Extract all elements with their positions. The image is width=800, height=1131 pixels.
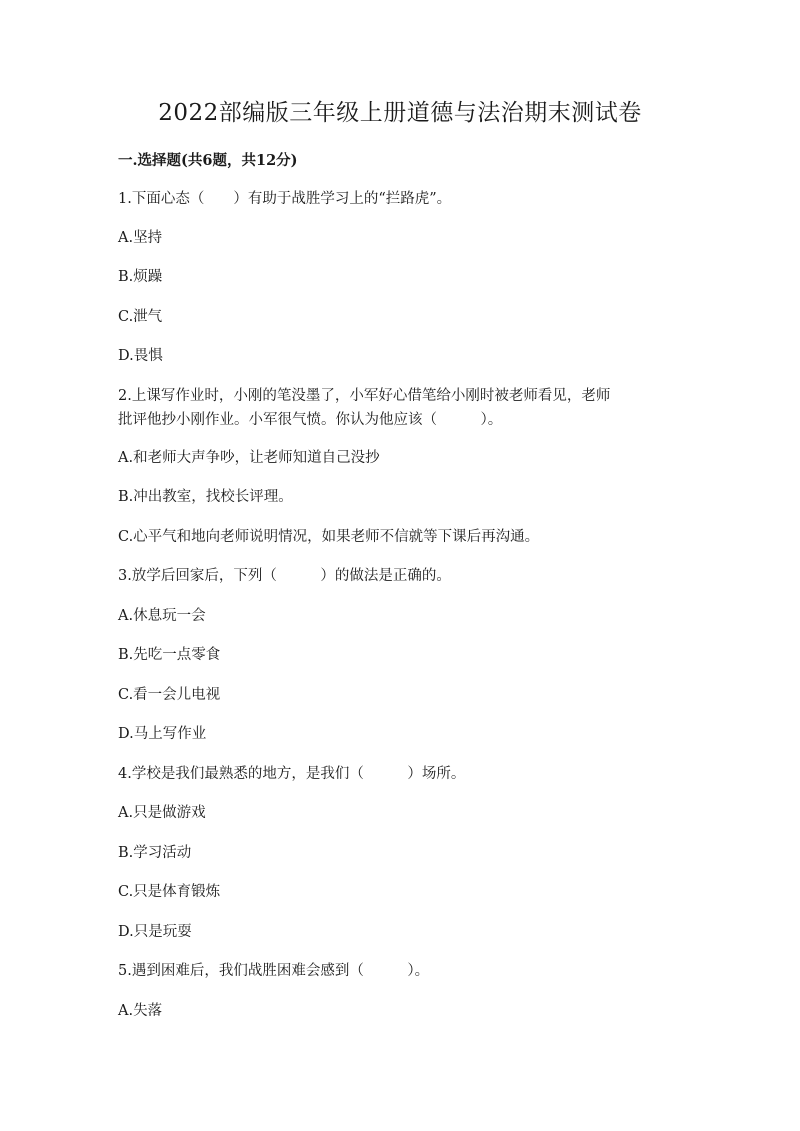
question-1-option-b: B.烦躁: [118, 269, 163, 285]
question-2-stem-line-1: 2.上课写作业时，小刚的笔没墨了，小军好心借笔给小刚时被老师看见，老师: [118, 388, 611, 404]
question-2-option-b: B.冲出教室，找校长评理。: [118, 489, 293, 505]
question-4-option-c: C.只是体育锻炼: [118, 884, 221, 900]
question-1-stem: 1.下面心态（ ）有助于战胜学习上的“拦路虎”。: [118, 191, 452, 207]
question-1-option-a: A.坚持: [118, 230, 163, 246]
question-5-stem: 5.遇到困难后，我们战胜困难会感到（ ）。: [118, 963, 430, 979]
question-4-option-d: D.只是玩耍: [118, 924, 192, 940]
question-3-option-d: D.马上写作业: [118, 726, 207, 742]
section-heading: 一.选择题(共6题，共12分): [118, 152, 298, 169]
page-title: 2022部编版三年级上册道德与法治期末测试卷: [158, 100, 642, 126]
question-5-option-a: A.失落: [118, 1003, 163, 1019]
question-2-option-c: C.心平气和地向老师说明情况，如果老师不信就等下课后再沟通。: [118, 529, 540, 545]
question-2-stem-line-2: 批评他抄小刚作业。小军很气愤。你认为他应该（ ）。: [118, 412, 503, 428]
question-3-option-b: B.先吃一点零食: [118, 647, 221, 663]
question-4-option-b: B.学习活动: [118, 845, 192, 861]
question-1-option-c: C.泄气: [118, 309, 163, 325]
question-3-option-c: C.看一会儿电视: [118, 687, 221, 703]
question-3-stem: 3.放学后回家后，下列（ ）的做法是正确的。: [118, 568, 451, 584]
question-3-option-a: A.休息玩一会: [118, 608, 206, 624]
question-2-option-a: A.和老师大声争吵，让老师知道自己没抄: [118, 450, 380, 466]
question-4-option-a: A.只是做游戏: [118, 805, 206, 821]
question-1-option-d: D.畏惧: [118, 348, 163, 364]
question-4-stem: 4.学校是我们最熟悉的地方，是我们（ ）场所。: [118, 766, 466, 782]
